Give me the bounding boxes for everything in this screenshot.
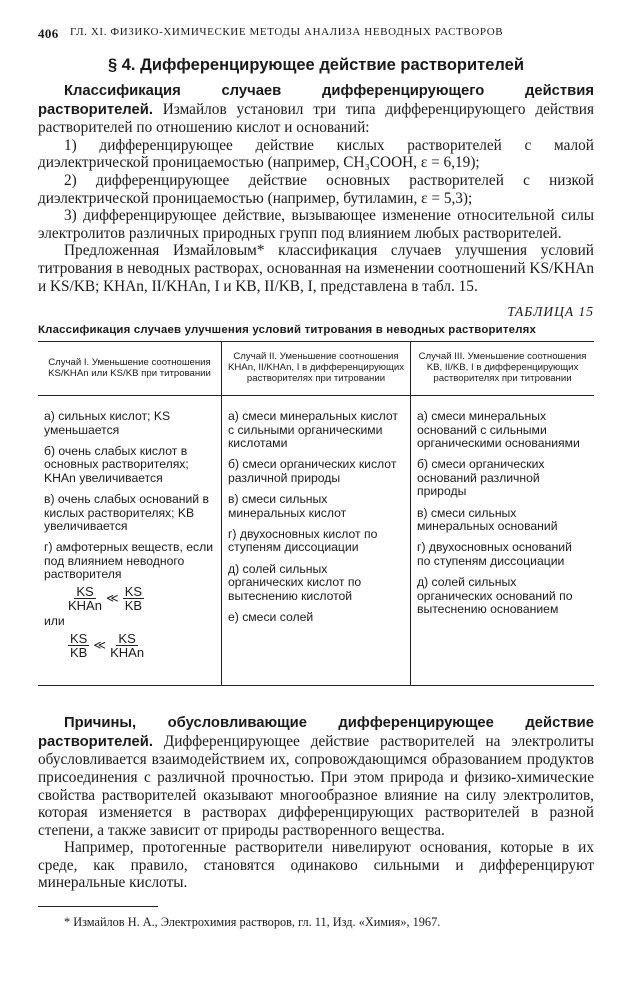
intro-item-1: 1) дифференцирующее действие кислых растворителей с малой диэлектрической проницаемостью (например, CH₃COOH, ε = 6,19); bbox=[38, 136, 594, 172]
much-less-symbol: ≪ bbox=[105, 590, 119, 605]
case3-item-e: д) солей сильных органических оснований по вытеснению основанием bbox=[417, 575, 573, 616]
case1-item-d: г) амфотерных веществ, если под влиянием неводного растворителя bbox=[44, 540, 214, 582]
case3-item-c: в) смеси сильных минеральных оснований bbox=[417, 505, 558, 533]
footnote-divider bbox=[38, 906, 158, 907]
fraction-numerator: KS bbox=[76, 583, 94, 599]
intro-paragraph bbox=[38, 82, 594, 137]
footnote: * Измайлов Н. А., Электрохимия растворов, гл. 11, Изд. «Химия», 1967. bbox=[64, 915, 441, 930]
section-title: § 4. Дифференцирующее действие растворителей bbox=[107, 56, 524, 74]
intro-text: Измайлов установил три типа дифференцирующего действия растворителей по отношению кислот и оснований: bbox=[38, 100, 594, 137]
fraction-numerator: KS bbox=[124, 583, 143, 599]
table-caption: Классификация случаев улучшения условий титрования в неводных растворителях bbox=[38, 324, 537, 337]
fraction-denominator: KHAn bbox=[68, 598, 102, 613]
intro-bold-lead: Классификация случаев дифференцирующего действия растворителей. bbox=[38, 83, 594, 118]
table-col-case1 bbox=[38, 396, 221, 686]
running-title: ГЛ. XI. ФИЗИКО-ХИМИЧЕСКИЕ МЕТОДЫ АНАЛИЗА НЕВОДНЫХ РАСТВОРОВ bbox=[70, 26, 504, 38]
case2-item-c: в) смеси сильных минеральных кислот bbox=[227, 492, 347, 520]
table-label: ТАБЛИЦА 15 bbox=[507, 304, 594, 320]
fraction-denominator: KHAn bbox=[110, 645, 145, 661]
or-text: или bbox=[44, 614, 65, 629]
intro-summary: Предложенная Измайловым* классификация случаев улучшения условий титрования в неводных растворах, основанная на изменении соотношений KS/KHAn и KS/KB; KHAn, II/KHAn, I и KB, II/KB, I, представлена в табл. 15. bbox=[38, 242, 594, 295]
fraction-denominator: KB bbox=[70, 645, 88, 661]
case3-item-d: г) двухосновных оснований по ступеням диссоциации bbox=[417, 540, 572, 568]
reasons-paragraph bbox=[38, 714, 594, 839]
fraction-numerator: KS bbox=[70, 630, 88, 646]
fraction-inequality-1 bbox=[68, 585, 215, 613]
classification-table bbox=[38, 341, 594, 686]
reasons-text: Дифференцирующее действие растворителей на электролиты обусловливается взаимодействием их, сопровождающимся образованием продуктов присоединения с различной прочностью. При этом природа и физико-химические свойства растворителей оказывают многообразное влияние на силу электролитов, которая изменяется в растворах дифференцирующих растворителей в разной степени, а также зависит от природы растворенного вещества. bbox=[38, 732, 594, 839]
page bbox=[38, 26, 594, 930]
case1-item-b: б) очень слабых кислот в основных растворителях; KHAn увеличивается bbox=[44, 443, 189, 485]
case2-item-d: г) двухосновных кислот по ступеням диссоциации bbox=[227, 526, 378, 555]
case1-item-c: в) очень слабых оснований в кислых растворителях; KB увеличивается bbox=[44, 492, 209, 533]
case3-item-b: б) смеси органических оснований различной природы bbox=[417, 457, 545, 499]
example-paragraph: Например, протогенные растворители нивелируют основания, которые в их среде, как правило, становятся одинаково сильными и дифференцируют минеральные кислоты. bbox=[38, 839, 594, 892]
table-col-case3 bbox=[411, 396, 595, 686]
fraction-ks-khan bbox=[110, 632, 144, 660]
fraction-numerator: KS bbox=[118, 630, 136, 646]
table-header-row bbox=[38, 342, 594, 396]
case2-item-a: а) смеси минеральных кислот с сильными органическими кислотами bbox=[227, 409, 398, 450]
fraction-inequality-2 bbox=[68, 632, 215, 660]
fraction-ks-khan bbox=[68, 585, 102, 613]
case2-item-e: д) солей сильных органических кислот по вытеснению кислотой bbox=[227, 561, 362, 603]
much-less-symbol: ≪ bbox=[93, 638, 107, 653]
fraction-denominator: KB bbox=[124, 598, 143, 613]
intro-item-3: 3) дифференцирующее действие, вызывающее изменение относительной силы электролитов различных природных групп под влиянием любых растворителей. bbox=[38, 207, 594, 242]
table-body-row bbox=[38, 396, 594, 686]
case2-item-f: е) смеси солей bbox=[227, 610, 314, 624]
intro-item-2: 2) дифференцирующее действие основных растворителей с низкой диэлектрической проницаемостью (например, бутиламин, ε = 5,3); bbox=[38, 171, 594, 207]
case3-item-a: а) смеси минеральных оснований с сильными органическими основаниями bbox=[417, 409, 580, 450]
fraction-ks-kb bbox=[123, 585, 144, 613]
table-header-case1: Случай I. Уменьшение соотношения KS/KHAn или KS/KB при титровании bbox=[38, 342, 221, 396]
reasons-bold-lead: Причины, обусловливающие дифференцирующее действие растворителей. bbox=[38, 715, 594, 750]
page-number: 406 bbox=[38, 26, 59, 41]
table-header-case3: Случай III. Уменьшение соотношения KB, II/KB, I в дифференцирующих растворителях при титровании bbox=[411, 342, 595, 396]
table-header-case2: Случай II. Уменьшение соотношения KHAn, II/KHAn, I в дифференцирующих растворителях при титровании bbox=[221, 342, 410, 396]
fraction-ks-kb bbox=[68, 632, 89, 660]
table-col-case2 bbox=[221, 396, 410, 686]
case2-item-b: б) смеси органических кислот различной природы bbox=[227, 457, 397, 485]
running-head bbox=[38, 26, 594, 46]
case1-item-a: а) сильных кислот; KS уменьшается bbox=[44, 409, 171, 437]
